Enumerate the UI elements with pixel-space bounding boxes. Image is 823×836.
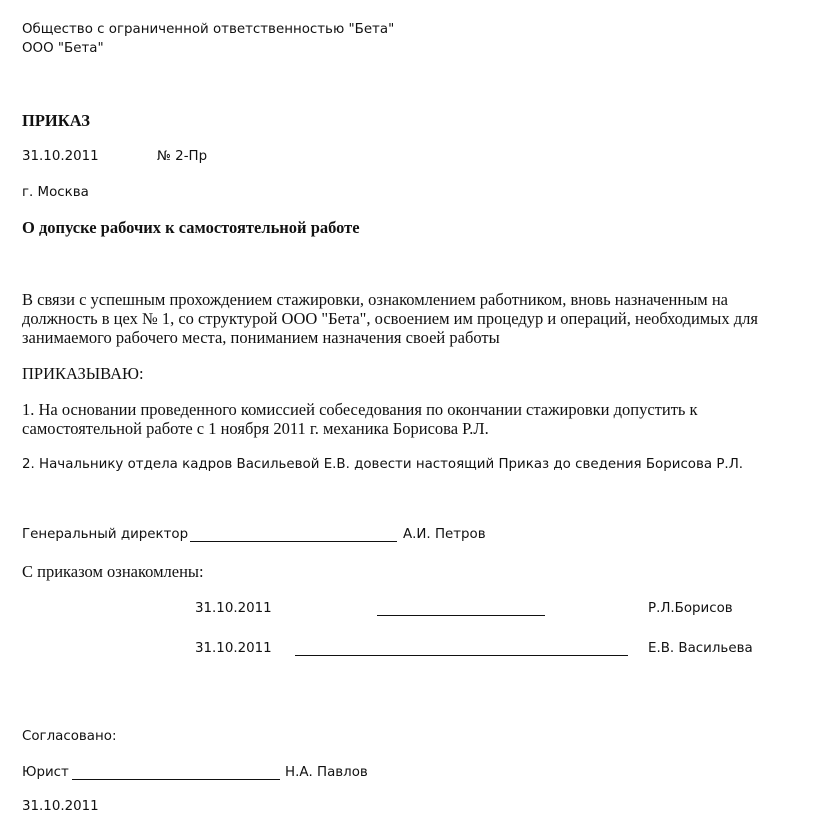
ack-row-2-name: Е.В. Васильева	[648, 641, 753, 656]
approval-date: 31.10.2011	[22, 799, 99, 814]
approval-role: Юрист	[22, 765, 69, 780]
director-name: А.И. Петров	[403, 527, 486, 542]
director-role: Генеральный директор	[22, 527, 189, 542]
order-subject: О допуске рабочих к самостоятельной работе	[22, 218, 360, 237]
order-date: 31.10.2011	[22, 149, 99, 164]
ack-row-1-name: Р.Л.Борисов	[648, 601, 733, 616]
preamble-line-3: занимаемого рабочего места, пониманием назначения своей работы	[22, 328, 500, 347]
company-full-name: Общество с ограниченной ответственностью "Бета"	[22, 22, 395, 37]
item-1-line-2: самостоятельной работе с 1 ноября 2011 г. механика Борисова Р.Л.	[22, 419, 489, 438]
ack-row-2-date: 31.10.2011	[195, 641, 272, 656]
approval-heading: Согласовано:	[22, 729, 117, 744]
preamble-line-1: В связи с успешным прохождением стажировки, ознакомлением работником, вновь назначенным на	[22, 290, 729, 309]
ack-row-1-date: 31.10.2011	[195, 601, 272, 616]
approval-signature-line	[72, 779, 280, 780]
order-word: ПРИКАЗЫВАЮ:	[22, 364, 144, 383]
ack-row-2-signature-line	[295, 655, 628, 656]
item-2: 2. Начальнику отдела кадров Васильевой Е.В. довести настоящий Приказ до сведения Борисова Р.Л.	[22, 457, 744, 472]
document-heading: ПРИКАЗ	[22, 111, 90, 130]
acknowledgement-heading: С приказом ознакомлены:	[22, 562, 204, 581]
item-1-line-1: 1. На основании проведенного комиссией собеседования по окончании стажировки допустить к	[22, 400, 698, 419]
preamble-line-2: должность в цех № 1, со структурой ООО "Бета", освоением им процедур и операций, необходимых для	[22, 309, 758, 328]
approval-name: Н.А. Павлов	[285, 765, 368, 780]
order-number: № 2-Пр	[157, 149, 208, 164]
company-short-name: ООО "Бета"	[22, 41, 104, 56]
director-signature-line	[190, 541, 397, 542]
ack-row-1-signature-line	[377, 615, 545, 616]
order-city: г. Москва	[22, 185, 89, 200]
